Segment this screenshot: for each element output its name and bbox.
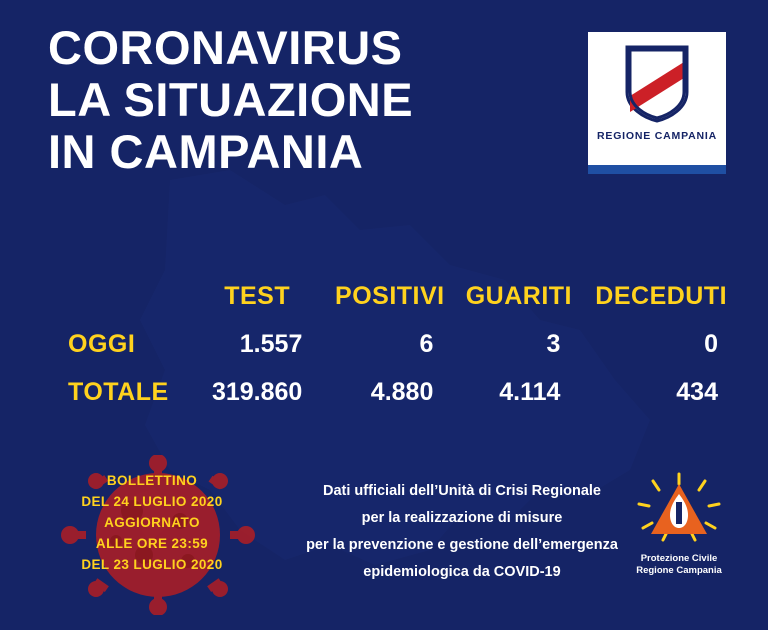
- statistics-table: [40, 272, 740, 416]
- protezione-civile-icon: [633, 472, 725, 546]
- pc-caption-line-1: Protezione Civile: [640, 553, 718, 564]
- table-header-row: [40, 272, 740, 320]
- protezione-civile-caption: [618, 553, 740, 577]
- regione-campania-logo: [588, 24, 726, 174]
- table-row: [40, 320, 740, 368]
- oggi-test-value: 1.557: [239, 330, 303, 358]
- title-line-1: CORONAVIRUS: [48, 21, 403, 74]
- table-corner-cell: [40, 272, 190, 320]
- bulletin-line-3: AGGIORNATO: [104, 515, 200, 530]
- footnote-line-1: Dati ufficiali dell’Unità di Crisi Regionale: [323, 483, 601, 499]
- column-header-positivi: POSITIVI: [335, 282, 445, 310]
- protezione-civile-logo: [618, 472, 740, 577]
- oggi-deceduti-value: 0: [704, 330, 718, 358]
- page-title: [48, 22, 568, 178]
- table-row: [40, 368, 740, 416]
- footnote-line-2: per la realizzazione di misure: [361, 510, 563, 526]
- bulletin-line-4: ALLE ORE 23:59: [95, 536, 209, 551]
- logo-bottom-stripe: [588, 165, 726, 174]
- logo-top-stripe: [588, 24, 726, 32]
- pc-caption-line-2: Regione Campania: [636, 565, 722, 576]
- footnote-line-4: epidemiologica da COVID-19: [363, 564, 561, 580]
- totale-guariti-value: 4.114: [499, 378, 561, 406]
- oggi-guariti-value: 3: [546, 330, 561, 358]
- bulletin-line-5: DEL 23 LUGLIO 2020: [81, 557, 223, 572]
- oggi-positivi-value: 6: [419, 330, 434, 358]
- row-label-totale: TOTALE: [68, 378, 169, 406]
- totale-positivi-value: 4.880: [370, 378, 434, 406]
- bulletin-line-1: BOLLETTINO: [106, 473, 198, 488]
- footnote-line-3: per la prevenzione e gestione dell’emergenza: [306, 537, 618, 553]
- title-line-3: IN CAMPANIA: [48, 125, 364, 178]
- bulletin-info: [52, 470, 252, 575]
- column-header-deceduti: DECEDUTI: [595, 282, 728, 310]
- totale-deceduti-value: 434: [676, 378, 718, 406]
- title-line-2: LA SITUAZIONE: [48, 73, 414, 126]
- column-header-test: TEST: [224, 282, 291, 310]
- campania-shield-icon: [624, 44, 690, 124]
- regione-campania-logo-caption: REGIONE CAMPANIA: [597, 130, 717, 142]
- column-header-guariti: GUARITI: [465, 282, 573, 310]
- totale-test-value: 319.860: [211, 378, 303, 406]
- row-label-oggi: OGGI: [68, 330, 136, 358]
- official-data-note: [282, 478, 642, 586]
- bulletin-line-2: DEL 24 LUGLIO 2020: [81, 494, 223, 509]
